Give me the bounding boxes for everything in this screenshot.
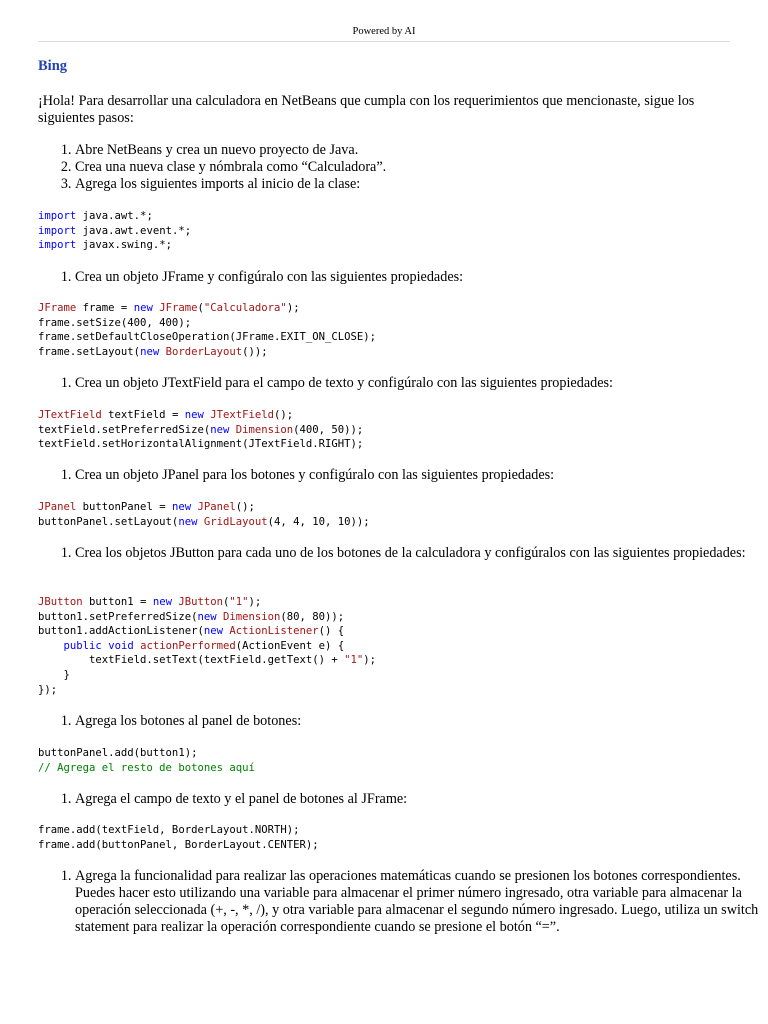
code-token: textField.setPreferredSize( bbox=[38, 423, 211, 436]
step-item: 1. Agrega los botones al panel de botones: bbox=[75, 713, 768, 730]
code-block-panel bbox=[38, 500, 370, 529]
step-list-functionality bbox=[38, 868, 768, 936]
step-item: 1. Crea los objetos JButton para cada uno de los botones de la calculadora y configúralos con las siguientes propiedades: bbox=[75, 545, 768, 562]
code-token: Dimension bbox=[222, 610, 281, 623]
code-token: ( bbox=[223, 596, 230, 608]
code-token: (); bbox=[274, 409, 294, 421]
code-token: textField.setText(textField.getText() + bbox=[38, 654, 345, 667]
step-list-textfield bbox=[38, 375, 768, 392]
code-block-textfield bbox=[38, 408, 363, 452]
code-token: ActionListener bbox=[229, 625, 319, 638]
code-token: new bbox=[152, 596, 172, 608]
code-token: (80, 80)); bbox=[280, 610, 345, 623]
code-block-add-frame bbox=[38, 823, 319, 852]
step-item: 1. Agrega el campo de texto y el panel de botones al JFrame: bbox=[75, 791, 768, 808]
code-token: "Calculadora" bbox=[203, 302, 287, 314]
step-item: 1. Crea un objeto JPanel para los botones y configúralo con las siguientes propiedades: bbox=[75, 467, 768, 484]
powered-by-header: Powered by AI bbox=[38, 26, 730, 42]
code-token: java.awt.event.*; bbox=[76, 224, 192, 237]
code-token: void bbox=[108, 639, 134, 652]
code-token: new bbox=[171, 501, 192, 513]
step-list-jframe bbox=[38, 269, 768, 286]
code-token: ); bbox=[248, 596, 262, 608]
code-block-imports bbox=[38, 209, 191, 253]
code-token: }); bbox=[38, 683, 58, 696]
intro-paragraph: ¡Hola! Para desarrollar una calculadora en NetBeans que cumpla con los requerimientos que mencionaste, sigue los siguientes pasos: bbox=[38, 93, 695, 126]
code-token: (400, 50)); bbox=[293, 423, 364, 436]
code-token: button1.setPreferredSize( bbox=[38, 610, 198, 623]
code-token: JTextField bbox=[38, 409, 102, 421]
code-token: (4, 4, 10, 10)); bbox=[267, 515, 370, 528]
code-token: frame = bbox=[76, 302, 134, 314]
step-list-buttons bbox=[38, 545, 768, 562]
step-item: 2. Crea una nueva clase y nómbrala como “Calculadora”. bbox=[75, 159, 768, 176]
code-token: ()); bbox=[242, 345, 268, 358]
brand-name: Bing bbox=[38, 58, 68, 74]
code-token: "1" bbox=[229, 596, 249, 608]
code-token: JPanel bbox=[197, 501, 236, 513]
code-token: new bbox=[197, 610, 217, 623]
code-token: textField.setHorizontalAlignment(JTextField.RIGHT); bbox=[38, 438, 364, 451]
step-list-panel bbox=[38, 467, 768, 484]
code-token bbox=[38, 640, 64, 652]
code-token: (); bbox=[235, 501, 255, 513]
code-token: GridLayout bbox=[203, 515, 268, 528]
code-token: new bbox=[140, 345, 160, 358]
code-token: button1.addActionListener( bbox=[38, 625, 204, 638]
code-token: import bbox=[38, 210, 77, 222]
code-token: new bbox=[210, 423, 230, 436]
code-token: actionPerformed bbox=[140, 639, 236, 652]
step-item: 3. Agrega los siguientes imports al inicio de la clase: bbox=[75, 176, 768, 193]
code-token: frame.add(textField, BorderLayout.NORTH); bbox=[38, 824, 300, 836]
code-token: } bbox=[38, 668, 70, 681]
code-token: Dimension bbox=[235, 423, 294, 436]
code-token: buttonPanel.add(button1); bbox=[38, 747, 198, 759]
code-token: JFrame bbox=[38, 302, 77, 314]
code-token: JPanel bbox=[38, 501, 77, 513]
code-token: javax.swing.*; bbox=[76, 239, 172, 252]
code-token: frame.setSize(400, 400); bbox=[38, 316, 192, 329]
code-token: JFrame bbox=[159, 302, 198, 314]
code-token: frame.setDefaultCloseOperation(JFrame.EXIT_ON_CLOSE); bbox=[38, 331, 377, 344]
code-token: () { bbox=[318, 625, 345, 638]
code-token: new bbox=[203, 625, 223, 638]
code-token: JButton bbox=[38, 596, 83, 608]
step-item: 1. Crea un objeto JTextField para el campo de texto y configúralo con las siguientes propiedades: bbox=[75, 375, 768, 392]
code-token: new bbox=[133, 302, 153, 314]
code-token: JTextField bbox=[210, 409, 275, 421]
code-token: buttonPanel = bbox=[76, 501, 172, 513]
code-token: java.awt.*; bbox=[76, 210, 153, 222]
step-item: 1. Crea un objeto JFrame y configúralo con las siguientes propiedades: bbox=[75, 269, 768, 286]
code-token: textField = bbox=[101, 409, 185, 421]
step-item: 1. Agrega la funcionalidad para realizar las operaciones matemáticas cuando se presionen los botones correspondientes. Puedes hacer esto utilizando una variable para almacenar el primer número ingresado, otra variable para almacenar la operación seleccionada (+, -, *, /), y otra variable para almacenar el segundo número ingresado. Luego, utiliza un switch statement para realizar la operación correspondiente cuando se presione el botón “=”. bbox=[75, 868, 768, 936]
step-list-add-frame bbox=[38, 791, 768, 808]
code-token: button1 = bbox=[82, 596, 153, 608]
code-token: (ActionEvent e) { bbox=[235, 639, 345, 652]
step-list-add-buttons bbox=[38, 713, 768, 730]
code-token: ( bbox=[197, 302, 204, 314]
code-token: new bbox=[184, 409, 204, 421]
code-token: ); bbox=[286, 302, 300, 314]
code-token: frame.add(buttonPanel, BorderLayout.CENTER); bbox=[38, 838, 319, 851]
code-block-add-buttons bbox=[38, 746, 255, 775]
code-token: JButton bbox=[178, 596, 224, 608]
code-token: "1" bbox=[344, 654, 364, 667]
code-token: frame.setLayout( bbox=[38, 345, 141, 358]
code-token: public bbox=[63, 639, 102, 652]
code-token: buttonPanel.setLayout( bbox=[38, 515, 179, 528]
code-token: import bbox=[38, 224, 77, 237]
code-block-button bbox=[38, 595, 376, 697]
code-token: // Agrega el resto de botones aquí bbox=[38, 761, 255, 774]
code-token: ); bbox=[363, 654, 377, 667]
code-block-jframe bbox=[38, 301, 376, 359]
code-token: import bbox=[38, 239, 77, 252]
code-token: BorderLayout bbox=[165, 345, 243, 358]
steps-list-initial bbox=[38, 142, 768, 193]
code-token: new bbox=[178, 515, 198, 528]
step-item: 1. Abre NetBeans y crea un nuevo proyecto de Java. bbox=[75, 142, 768, 159]
